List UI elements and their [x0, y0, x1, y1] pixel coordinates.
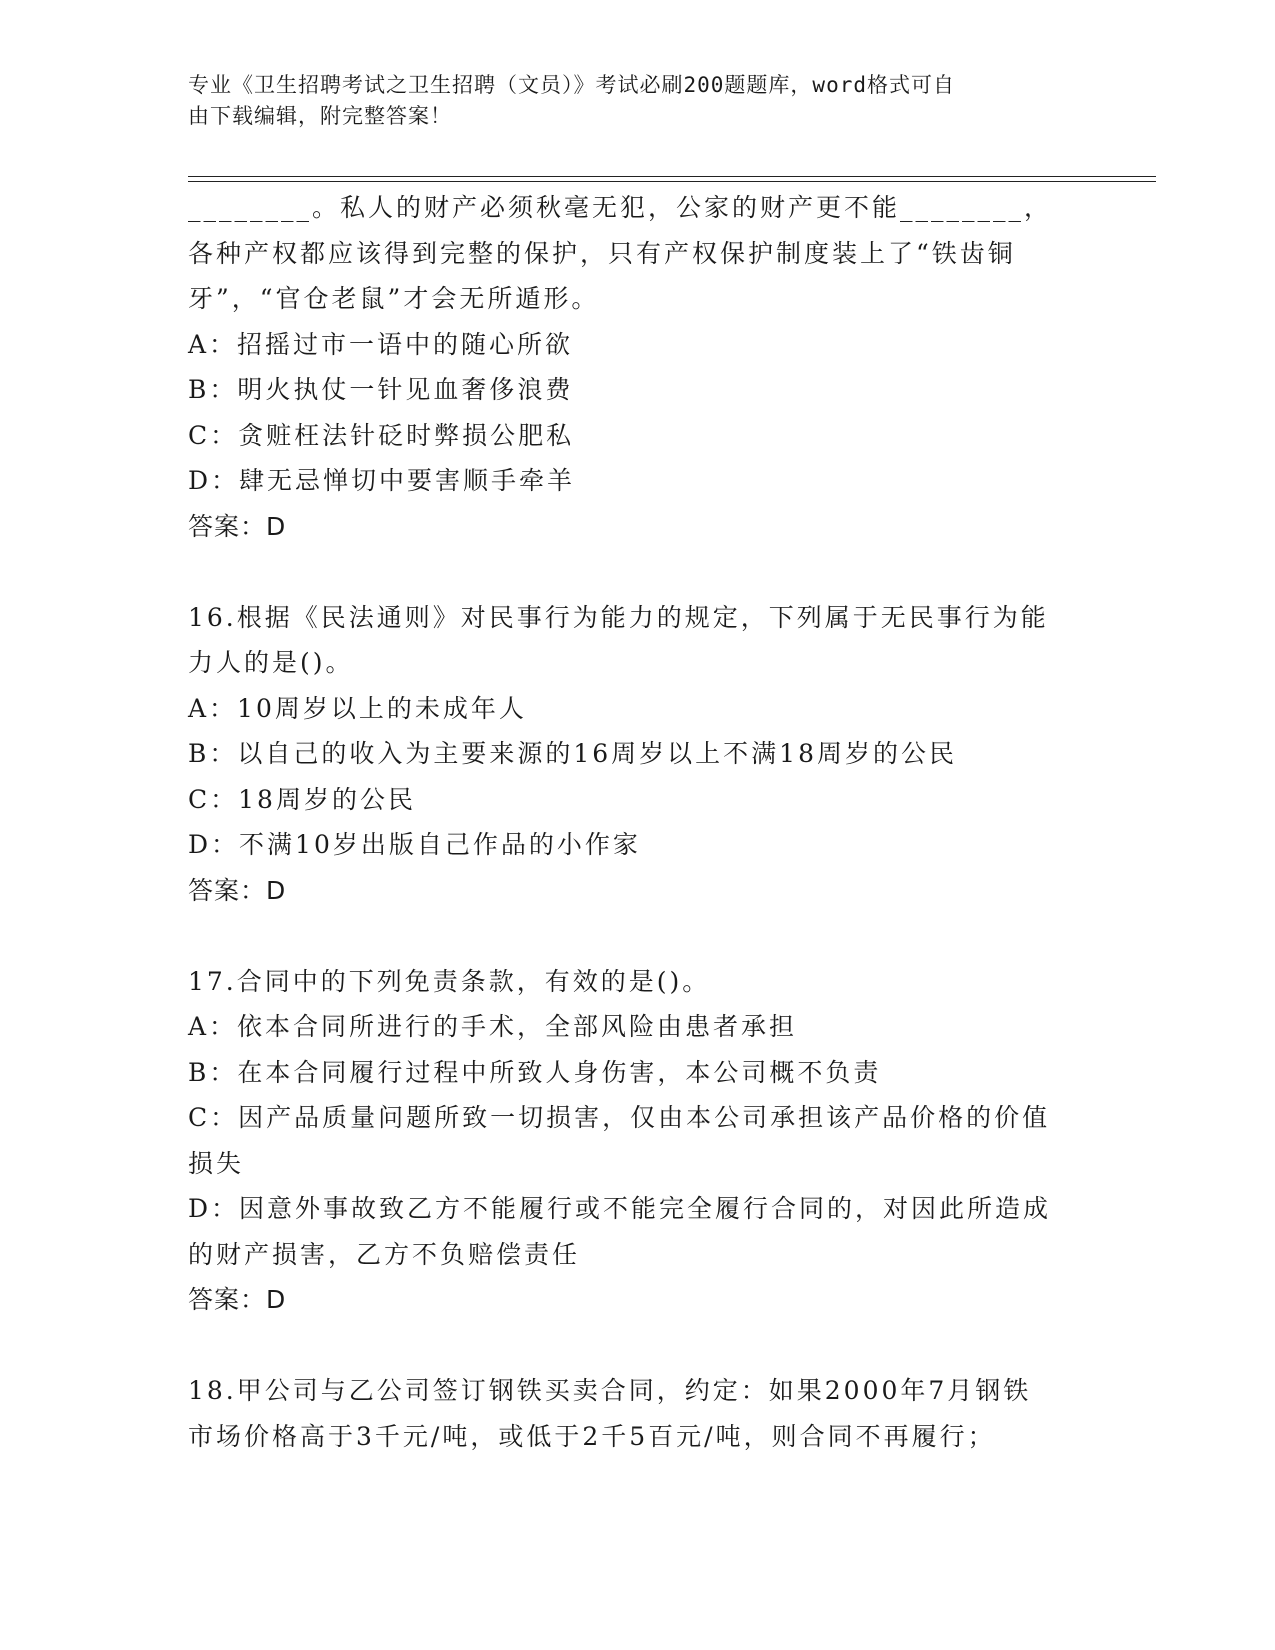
- option-d: D：肆无忌惮切中要害顺手牵羊: [188, 466, 576, 495]
- question-text-line: 17.合同中的下列免责条款，有效的是()。: [188, 966, 711, 996]
- option-d-continued: 的财产损害，乙方不负赔偿责任: [188, 1239, 581, 1269]
- document-header: [188, 70, 1088, 132]
- question-text-line: ________。私人的财产必须秋毫无犯，公家的财产更不能________，: [188, 193, 1053, 222]
- option-a: A：10周岁以上的未成年人: [188, 693, 527, 723]
- spacer: [188, 1323, 1088, 1369]
- answer: 答案：D: [188, 511, 287, 541]
- question-text-line: 16.根据《民法通则》对民事行为能力的规定，下列属于无民事行为能: [188, 602, 1049, 632]
- option-c: C：因产品质量问题所致一切损害，仅由本公司承担该产品价格的价值: [188, 1103, 1051, 1132]
- option-d: D：不满10岁出版自己作品的小作家: [188, 830, 641, 859]
- option-c-continued: 损失: [188, 1148, 245, 1178]
- question-18: [188, 1368, 1088, 1459]
- option-d: D：因意外事故致乙方不能履行或不能完全履行合同的，对因此所造成: [188, 1194, 1052, 1223]
- header-line-2: 由下载编辑，附完整答案！: [188, 104, 452, 128]
- option-b: B：在本合同履行过程中所致人身伤害，本公司概不负责: [188, 1057, 882, 1087]
- question-17: [188, 959, 1088, 1323]
- question-text-line: 牙”，“官仓老鼠”才会无所遁形。: [188, 284, 600, 313]
- question-text-line: 各种产权都应该得到完整的保护，只有产权保护制度装上了“铁齿铜: [188, 238, 1016, 268]
- question-text-line: 市场价格高于3千元/吨，或低于2千5百元/吨，则合同不再履行；: [188, 1421, 996, 1451]
- option-b: B：以自己的收入为主要来源的16周岁以上不满18周岁的公民: [188, 739, 957, 768]
- option-a: A：招摇过市一语中的随心所欲: [188, 329, 574, 359]
- option-c: C：18周岁的公民: [188, 784, 416, 814]
- question-text-line: 力人的是()。: [188, 648, 354, 677]
- option-c: C：贪赃枉法针砭时弊损公肥私: [188, 420, 575, 450]
- answer: 答案：D: [188, 1285, 287, 1314]
- question-15: [188, 185, 1088, 549]
- spacer: [188, 549, 1088, 595]
- header-rule-bottom: [188, 181, 1156, 182]
- header-line-1: 专业《卫生招聘考试之卫生招聘（文员）》考试必刷200题题库，word格式可自: [188, 73, 955, 97]
- spacer: [188, 913, 1088, 959]
- header-rule-top: [188, 176, 1156, 177]
- question-text-line: 18.甲公司与乙公司签订钢铁买卖合同，约定：如果2000年7月钢铁: [188, 1376, 1032, 1405]
- option-b: B：明火执仗一针见血奢侈浪费: [188, 375, 574, 404]
- answer: 答案：D: [188, 875, 287, 905]
- document-body: [188, 185, 1088, 1459]
- question-16: [188, 595, 1088, 914]
- option-a: A：依本合同所进行的手术，全部风险由患者承担: [188, 1012, 798, 1041]
